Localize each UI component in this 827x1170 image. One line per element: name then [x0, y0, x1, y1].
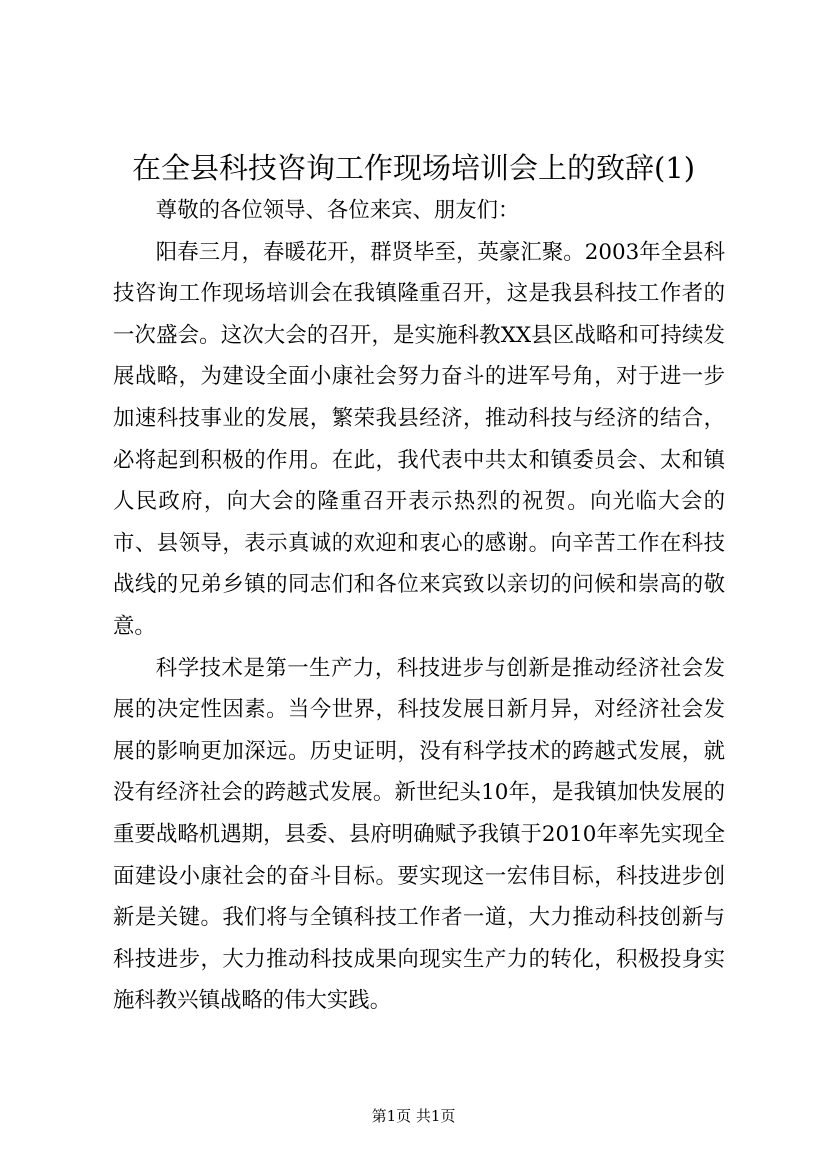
document-title: 在全县科技咨询工作现场培训会上的致辞(1) [131, 151, 696, 185]
page-number-footer: 第1页 共1页 [371, 1107, 456, 1125]
body-paragraph-2: 科学技术是第一生产力，科技进步与创新是推动经济社会发展的决定性因素。当今世界，科技发展日新月异，对经济社会发展的影响更加深远。历史证明，没有科学技术的跨越式发展，就没有经济社会的跨越式发展。新世纪头10年，是我镇加快发展的重要战略机遇期，县委、县府明确赋予我镇于2010年率先实现全面建设小康社会的奋斗目标。要实现这一宏伟目标，科技进步创新是关键。我们将与全镇科技工作者一道，大力推动科技创新与科技进步，大力推动科技成果向现实生产力的转化，积极投身实施科教兴镇战略的伟大实践。 [113, 655, 725, 1014]
body-paragraph-1: 阳春三月，春暖花开，群贤毕至，英豪汇聚。2003年全县科技咨询工作现场培训会在我镇隆重召开，这是我县科技工作者的一次盛会。这次大会的召开，是实施科教XX县区战略和可持续发展战略，为建设全面小康社会努力奋斗的进军号角，对于进一步加速科技事业的发展，繁荣我县经济，推动科技与经济的结合，必将起到积极的作用。在此，我代表中共太和镇委员会、太和镇人民政府，向大会的隆重召开表示热烈的祝贺。向光临大会的市、县领导，表示真诚的欢迎和衷心的感谢。向辛苦工作在科技战线的兄弟乡镇的同志们和各位来宾致以亲切的问候和崇高的敬意。 [113, 239, 725, 639]
salutation-paragraph: 尊敬的各位领导、各位来宾、朋友们： [155, 198, 520, 223]
document-body [113, 190, 725, 1022]
